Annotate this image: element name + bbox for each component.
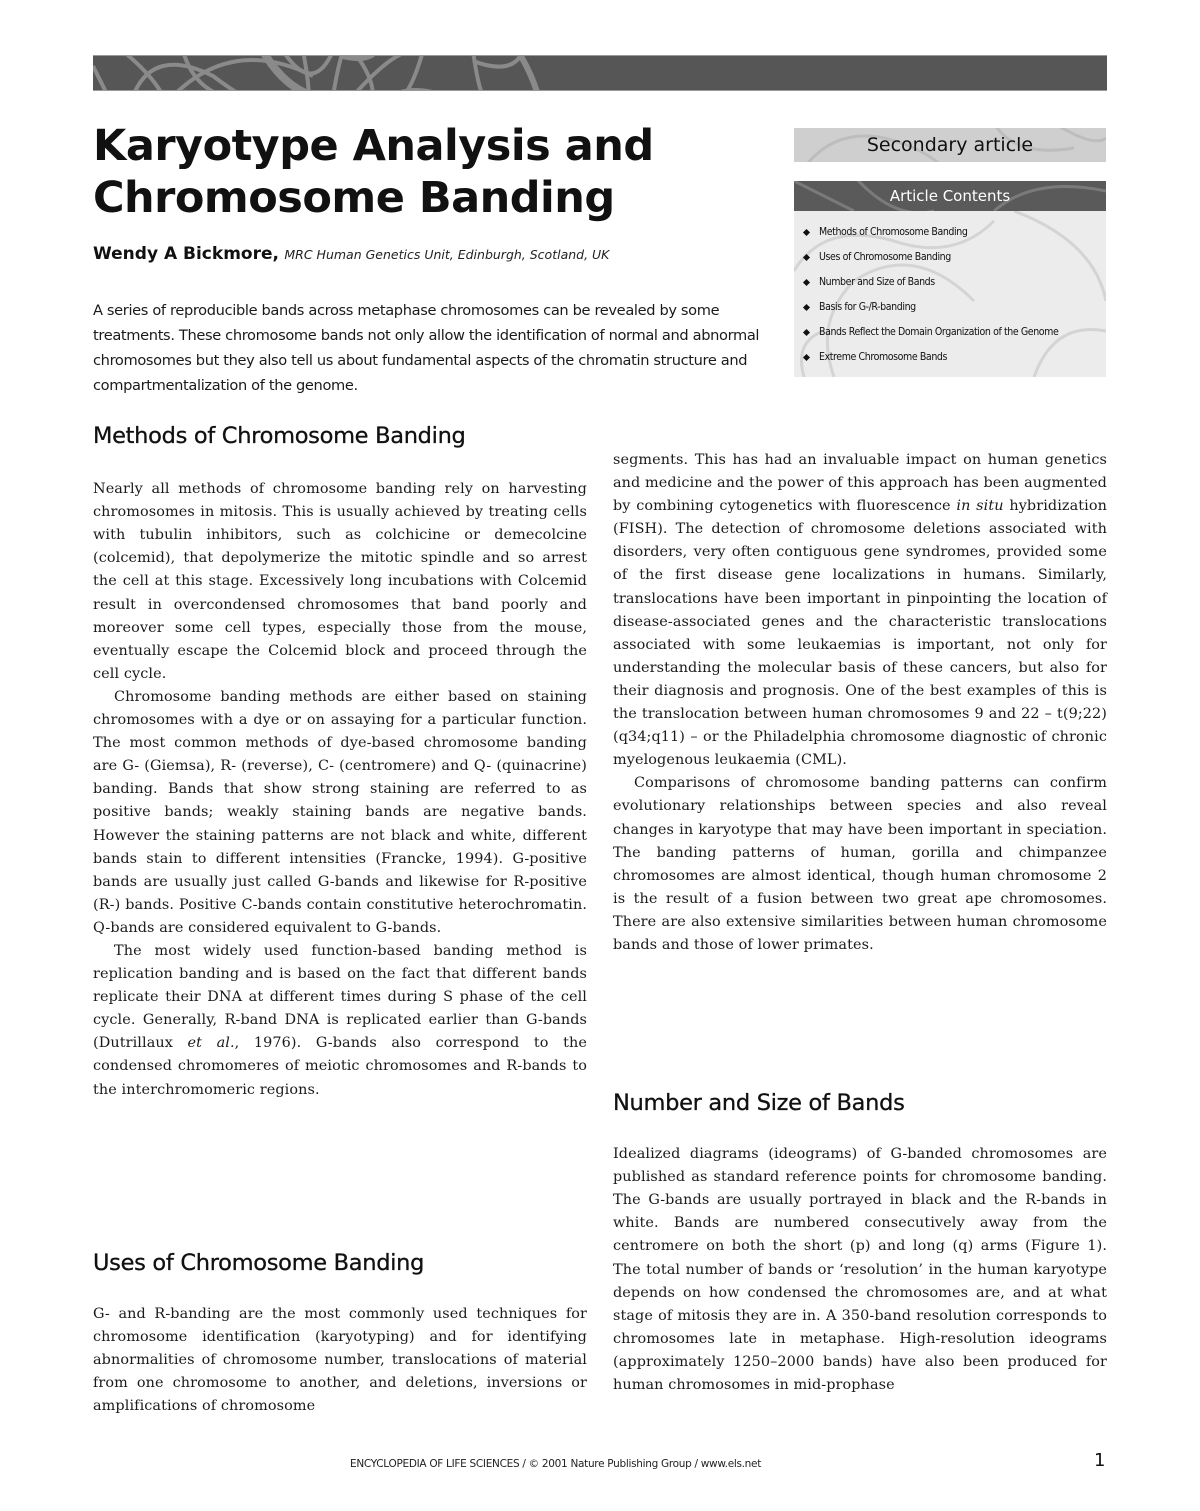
right-column-number-size	[613, 1092, 1107, 1397]
methods-paragraph-1: Nearly all methods of chromosome banding rely on harvesting chromosomes in mitosis. This is usually achieved by treating cells with tubulin inhibitors, such as colchicine or demecolcine (colcemid), that depolymerize the mitotic spindle and so arrest the cell at this stage. Excessively long incubations with Colcemid result in overcondensed chromosomes that band poorly and moreover some cell types, especially those from the mouse, eventually escape the Colcemid block and proceed through the cell cycle.	[93, 481, 587, 682]
right-column	[613, 449, 1107, 957]
contents-item-basis[interactable]	[804, 298, 1106, 323]
methods-paragraph-3: The most widely used function-based banding method is replication banding and is based on the fact that different bands replicate their DNA at different times during S phase of the cell cycle. Generally, R-band DNA is replicated earlier than G-bands (Dutrillaux et al., 1976). G-bands also correspond to the condensed chromomeres of meiotic chromosomes and R-bands to the interchromomeric regions.	[93, 942, 587, 1098]
section-heading-number-size: Number and Size of Bands	[613, 1090, 905, 1116]
abstract: A series of reproducible bands across metaphase chromosomes can be revealed by some treatments. These chromosome bands not only allow the identification of normal and abnormal chromosomes but they also tell us about fundamental aspects of the chromatin structure and compartmentalization of the genome.	[93, 302, 760, 394]
bullet-icon	[803, 303, 810, 310]
article-contents-panel	[794, 181, 1106, 377]
contents-item-extreme[interactable]	[804, 348, 1106, 373]
uses-paragraph-2: Comparisons of chromosome banding patterns can confirm evolutionary relationships between species and also reveal changes in karyotype that may have been important in speciation. The banding patterns of human, gorilla and chimpanzee chromosomes are almost identical, though human chromosome 2 is the result of a fusion between two great ape chromosomes. There are also extensive similarities between human chromosome bands and those of lower primates.	[613, 775, 1107, 953]
title-line-2: Chromosome Banding	[93, 173, 615, 223]
contents-item-uses[interactable]	[804, 248, 1106, 273]
article-contents-header	[794, 181, 1106, 211]
contents-item-label: Basis for G-/R-banding	[819, 301, 916, 313]
article-type-badge	[794, 128, 1106, 162]
article-type-label: Secondary article	[866, 134, 1034, 156]
title-line-1: Karyotype Analysis and	[93, 121, 654, 171]
author-line	[93, 244, 793, 264]
number-size-paragraph-1: Idealized diagrams (ideograms) of G-banded chromosomes are published as standard reference points for chromosome banding. The G-bands are usually portrayed in black and the R-bands in white. Bands are numbered consecutively away from the centromere on both the short (p) and long (q) arms (Figure 1). The total number of bands or ‘resolution’ in the human karyotype depends on how condensed the chromosomes are, and at what stage of mitosis they are in. A 350-band resolution corresponds to chromosomes late in metaphase. High-resolution ideograms (approximately 1250–2000 bands) have also been produced for human chromosomes in mid-prophase	[613, 1146, 1107, 1394]
bullet-icon	[803, 228, 810, 235]
contents-item-domain[interactable]	[804, 323, 1106, 348]
section-heading-uses: Uses of Chromosome Banding	[93, 1250, 425, 1276]
author-affiliation: MRC Human Genetics Unit, Edinburgh, Scotland, UK	[284, 247, 610, 262]
bullet-icon	[803, 253, 810, 260]
footer-citation: ENCYCLOPEDIA OF LIFE SCIENCES / © 2001 Nature Publishing Group / www.els.net	[350, 1458, 762, 1470]
bullet-icon	[803, 328, 810, 335]
article-contents-title: Article Contents	[889, 187, 1011, 205]
swirl-pattern-icon	[93, 56, 1107, 90]
contents-list	[794, 211, 1106, 373]
uses-paragraph-1: G- and R-banding are the most commonly used techniques for chromosome identification (karyotyping) and for identifying abnormalities of chromosome number, translocations of material from one chromosome to another, and deletions, inversions or amplifications of chromosome	[93, 1306, 587, 1415]
uses-paragraph-1-continued: segments. This has had an invaluable impact on human genetics and medicine and the power of this approach has been augmented by combining cytogenetics with fluorescence in situ hybridization (FISH). The detection of chromosome deletions associated with disorders, very often contiguous gene syndromes, provided some of the first disease gene localizations in humans. Similarly, translocations have been important in pinpointing the location of disease-associated genes and the characteristic translocations associated with some leukaemias is important, not only for understanding the molecular basis of these cancers, but also for their diagnosis and prognosis. One of the best examples of this is the translocation between human chromosomes 9 and 22 – t(9;22)(q34;q11) – or the Philadelphia chromosome diagnostic of chronic myelogenous leukaemia (CML).	[613, 452, 1108, 769]
bullet-icon	[803, 278, 810, 285]
contents-item-methods[interactable]	[804, 223, 1106, 248]
methods-paragraph-2: Chromosome banding methods are either based on staining chromosomes with a dye or on assaying for a particular function. The most common methods of dye-based chromosome banding are G- (Giemsa), R- (reverse), C- (centromere) and Q- (quinacrine) banding. Bands that show strong staining are referred to as positive bands; weakly staining bands are negative bands. However the staining patterns are not black and white, different bands stain to different intensities (Francke, 1994). G-positive bands are usually just called G-bands and likewise for R-positive (R-) bands. Positive C-bands contain constitutive heterochromatin. Q-bands are considered equivalent to G-bands.	[93, 688, 587, 936]
section-heading-methods: Methods of Chromosome Banding	[93, 423, 466, 449]
decorative-banner	[93, 55, 1107, 91]
article-title	[93, 120, 773, 224]
page-number: 1	[1094, 1450, 1106, 1471]
contents-item-label: Extreme Chromosome Bands	[819, 351, 948, 363]
contents-item-label: Number and Size of Bands	[819, 276, 935, 288]
contents-item-number-size[interactable]	[804, 273, 1106, 298]
contents-item-label: Bands Reflect the Domain Organization of the Genome	[819, 326, 1059, 338]
author-name: Wendy A Bickmore,	[93, 244, 279, 264]
contents-item-label: Uses of Chromosome Banding	[819, 251, 951, 263]
bullet-icon	[803, 353, 810, 360]
left-column	[93, 425, 587, 1102]
left-column-uses	[93, 1252, 587, 1419]
contents-item-label: Methods of Chromosome Banding	[819, 226, 968, 238]
